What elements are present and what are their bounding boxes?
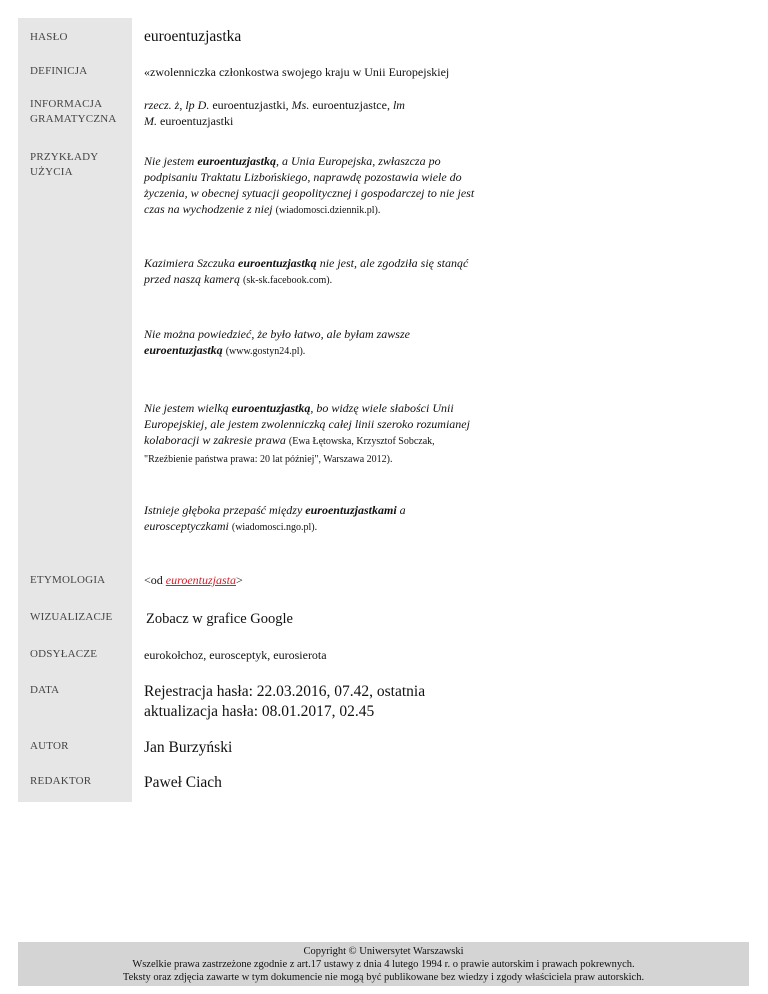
etymology-link[interactable]: euroentuzjasta: [165, 573, 236, 587]
definition: «zwolenniczka członkostwa swojego kraju w Unii Europejskiej: [144, 65, 450, 79]
grammar-form: euroentuzjastce,: [309, 98, 393, 112]
footer-line: Teksty oraz zdjęcia zawarte w tym dokumencie nie mogą być publikowane bez wiedzy i zgody właściciela praw autorskich.: [122, 972, 645, 983]
example-text: , bo widzę wiele słabości Unii: [310, 401, 454, 415]
example-text: eurosceptyczkami: [144, 519, 232, 533]
example-source: (Ewa Łętowska, Krzysztof Sobczak,: [288, 436, 435, 447]
example-text: życzenia, w obecnej sytuacji geopolitycznej i gospodarczej to nie jest: [144, 186, 475, 200]
label-informacja: INFORMACJA GRAMATYCZNA: [30, 98, 117, 125]
grammar-abbr: rzecz. ż, lp D.: [144, 98, 210, 112]
example-text: Nie jestem: [144, 154, 198, 168]
footer-line: Copyright © Uniwersytet Warszawski: [303, 946, 464, 957]
label-etymologia: ETYMOLOGIA: [30, 574, 106, 586]
example-4: [144, 400, 524, 468]
date-line: aktualizacja hasła: 08.01.2017, 02.45: [144, 703, 375, 720]
example-text: Nie jestem wielką: [144, 401, 232, 415]
example-text: Istnieje głęboka przepaść między: [144, 503, 306, 517]
example-keyword: euroentuzjastką: [144, 343, 223, 357]
example-text: Europejskiej, ale jestem zwolenniczką całej linii szeroko rozumianej: [144, 417, 470, 431]
example-text: czas na wychodzenie z niej: [144, 202, 276, 216]
grammar-abbr: Ms.: [291, 98, 310, 112]
example-1: [144, 153, 504, 219]
example-text: nie jest, ale zgodziła się stanąć: [316, 256, 469, 270]
grammar-abbr: M.: [144, 114, 157, 128]
example-source: (www.gostyn24.pl).: [225, 346, 306, 357]
label-autor: AUTOR: [30, 740, 69, 752]
headword: euroentuzjastka: [144, 28, 242, 45]
example-text: Kazimiera Szczuka: [144, 256, 238, 270]
example-2: [144, 255, 504, 289]
etymology-text: <od: [144, 573, 166, 587]
label-odsylacze: ODSYŁACZE: [30, 648, 98, 660]
example-keyword: euroentuzjastką: [197, 154, 277, 168]
grammar-form: euroentuzjastki,: [209, 98, 292, 112]
example-source: (wiadomosci.dziennik.pl).: [275, 205, 381, 216]
label-redaktor: REDAKTOR: [30, 775, 92, 787]
example-text: , a Unia Europejska, zwłaszcza po: [276, 154, 441, 168]
grammar-form: euroentuzjastki: [157, 114, 234, 128]
etymology: [144, 572, 744, 588]
etymology-text: >: [236, 573, 243, 587]
date-line: Rejestracja hasła: 22.03.2016, 07.42, ostatnia: [144, 683, 426, 700]
example-keyword: euroentuzjastką: [238, 256, 317, 270]
cross-references: eurokołchoz, eurosceptyk, eurosierota: [144, 648, 327, 662]
example-keyword: euroentuzjastkami: [305, 503, 397, 517]
footer-line: Wszelkie prawa zastrzeżone zgodnie z art.17 ustawy z dnia 4 lutego 1994 r. o prawie autorskim i prawach pokrewnych.: [132, 959, 635, 970]
author: Jan Burzyński: [144, 739, 233, 756]
example-text: a: [396, 503, 406, 517]
example-source: (wiadomosci.ngo.pl).: [231, 522, 318, 533]
example-3: [144, 326, 504, 360]
example-text: Nie można powiedzieć, że było łatwo, ale byłam zawsze: [144, 327, 410, 341]
grammar-abbr: lm: [392, 98, 405, 112]
example-5: [144, 502, 504, 536]
label-data: DATA: [30, 684, 60, 696]
dates: [144, 682, 744, 722]
editor: Paweł Ciach: [144, 774, 222, 791]
label-wizualizacje: WIZUALIZACJE: [30, 611, 113, 623]
example-text: kolaboracji w zakresie prawa: [144, 433, 289, 447]
google-images-link[interactable]: Zobacz w grafice Google: [146, 611, 293, 627]
grammar-info: [144, 97, 484, 129]
example-text: przed naszą kamerą: [144, 272, 243, 286]
label-haslo: HASŁO: [30, 31, 68, 43]
example-source: "Rzeźbienie państwa prawa: 20 lat później", Warszawa 2012).: [144, 454, 393, 465]
copyright-footer: [18, 942, 749, 986]
example-source: (sk-sk.facebook.com).: [243, 275, 333, 286]
example-text: podpisaniu Traktatu Lizbońskiego, naprawdę pozostawia wiele do: [144, 170, 462, 184]
label-przyklady: PRZYKŁADY UŻYCIA: [30, 151, 99, 178]
label-definicja: DEFINICJA: [30, 65, 88, 77]
example-keyword: euroentuzjastką: [231, 401, 311, 415]
